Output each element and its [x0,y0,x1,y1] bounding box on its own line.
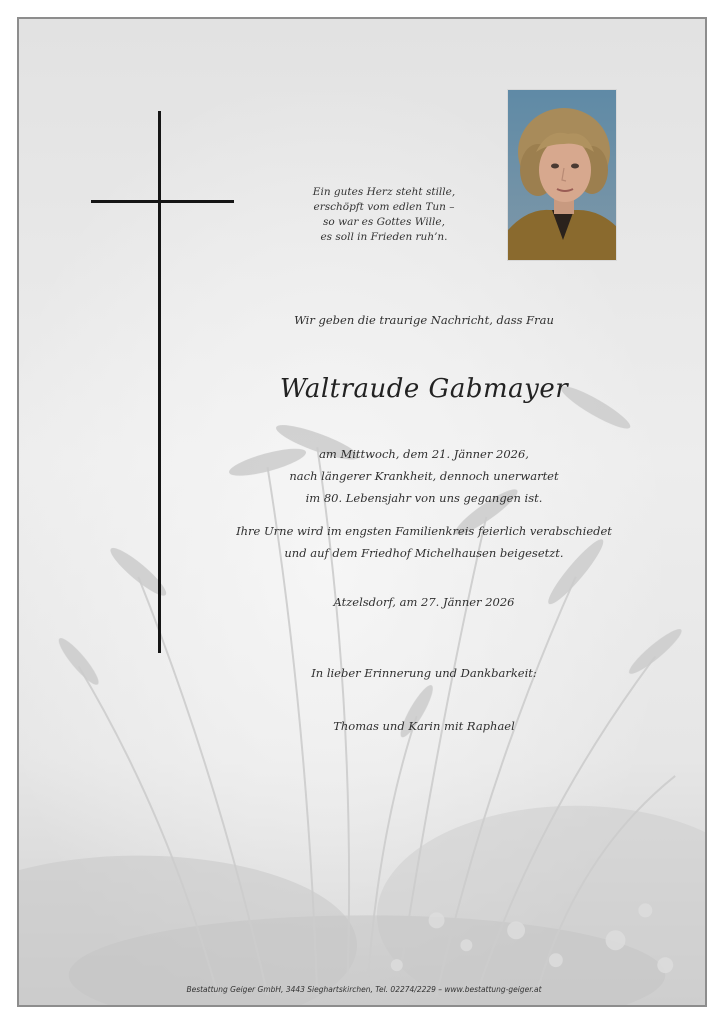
verse-line: es soll in Frieden ruh’n. [320,231,448,243]
death-notice-line: im 80. Lebensjahr von uns gegangen ist. [305,491,543,505]
verse-line: Ein gutes Herz steht stille, [312,186,456,198]
portrait-photo [507,89,617,261]
funeral-info-line: und auf dem Friedhof Michelhausen beigesetzt. [284,546,564,560]
remembrance-text: In lieber Erinnerung und Dankbarkeit: [311,666,537,680]
funeral-info [179,520,669,564]
deceased-name: Waltraude Gabmayer [279,374,569,404]
funeral-home-footer: Bestattung Geiger GmbH, 3443 Sieghartskirchen, Tel. 02274/2229 – www.bestattung-geiger.at [186,985,542,994]
cross-vertical-bar [158,111,161,653]
place-date: Atzelsdorf, am 27. Jänner 2026 [333,595,515,609]
obituary-sheet [17,17,707,1007]
verse-line: so war es Gottes Wille, [323,216,445,228]
mourners: Thomas und Karin mit Raphael [333,719,515,733]
cross-horizontal-bar [91,200,234,203]
memorial-verse [269,185,499,245]
death-notice [179,443,669,509]
death-notice-line: nach längerer Krankheit, dennoch unerwartet [289,469,559,483]
intro-text: Wir geben die traurige Nachricht, dass Frau [294,313,554,327]
funeral-info-line: Ihre Urne wird im engsten Familienkreis feierlich verabschiedet [236,524,612,538]
death-notice-line: am Mittwoch, dem 21. Jänner 2026, [319,447,529,461]
verse-line: erschöpft vom edlen Tun – [313,201,455,213]
